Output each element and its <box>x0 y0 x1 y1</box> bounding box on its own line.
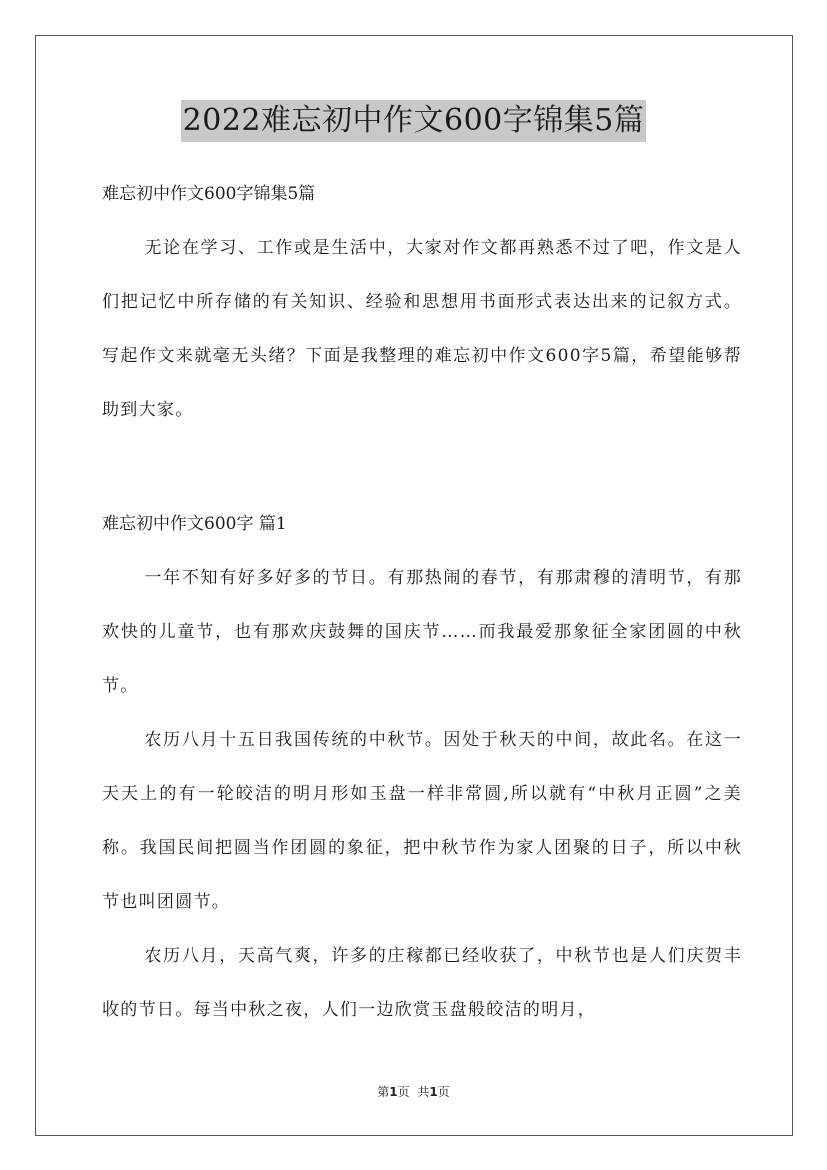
document-title <box>0 100 827 142</box>
total-pages: 1 <box>429 1085 438 1099</box>
body-paragraph: 农历八月十五日我国传统的中秋节。因处于秋天的中间，故此名。在这一天天上的有一轮皎洁的明月形如玉盘一样非常圆,所以就有“中秋月正圆”之美称。我国民间把圆当作团圆的象征，把中秋节作为家人团聚的日子，所以中秋节也叫团圆节。 <box>102 730 742 912</box>
page-number-prefix: 第 <box>377 1085 390 1099</box>
total-pages-prefix: 共 <box>417 1085 430 1099</box>
total-pages-suffix: 页 <box>437 1085 450 1099</box>
body-paragraph: 农历八月，天高气爽，许多的庄稼都已经收获了，中秋节也是人们庆贺丰收的节日。每当中秋之夜，人们一边欣赏玉盘般皎洁的明月， <box>102 946 742 1020</box>
page-number-suffix: 页 <box>397 1085 410 1099</box>
section-spacer <box>102 437 742 497</box>
document-body <box>102 167 742 1037</box>
section-heading: 难忘初中作文600字 篇1 <box>102 514 287 534</box>
intro-paragraph: 无论在学习、工作或是生活中，大家对作文都再熟悉不过了吧，作文是人们把记忆中所存储的有关知识、经验和思想用书面形式表达出来的记叙方式。写起作文来就毫无头绪？下面是我整理的难忘初中作文600字5篇，希望能够帮助到大家。 <box>102 238 742 420</box>
document-title-text: 2022难忘初中作文600字锦集5篇 <box>181 100 647 142</box>
page-footer <box>0 1083 827 1101</box>
body-paragraph: 一年不知有好多好多的节日。有那热闹的春节，有那肃穆的清明节，有那欢快的儿童节，也有那欢庆鼓舞的国庆节……而我最爱那象征全家团圆的中秋节。 <box>102 568 742 696</box>
page-number: 1 <box>389 1085 398 1099</box>
document-subtitle: 难忘初中作文600字锦集5篇 <box>102 184 316 204</box>
